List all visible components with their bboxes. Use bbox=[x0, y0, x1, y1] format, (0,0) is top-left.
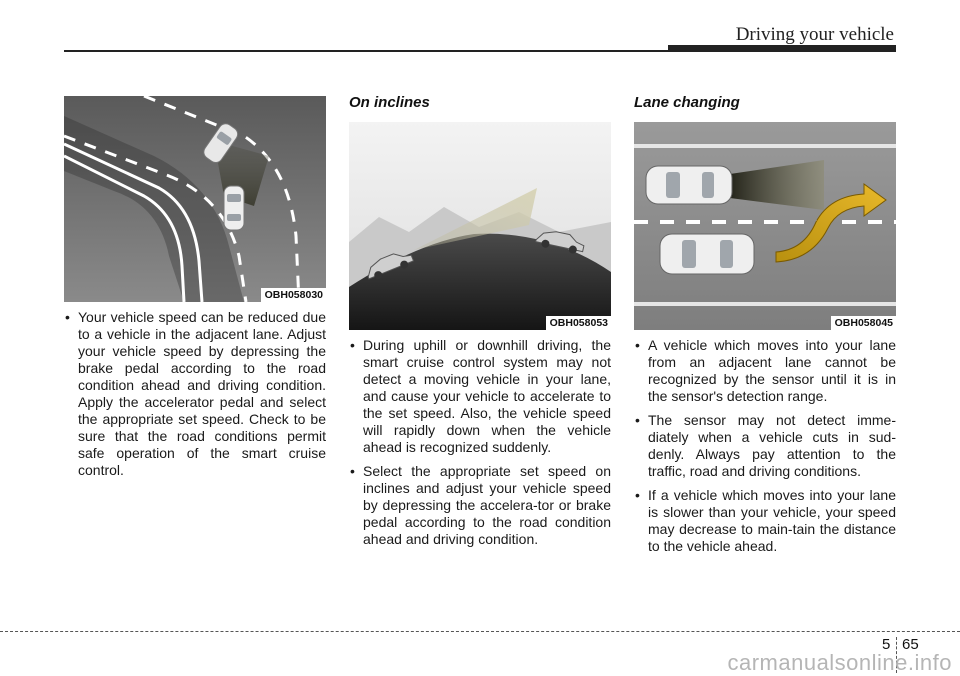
own-car-icon bbox=[646, 166, 732, 204]
figure-code: OBH058053 bbox=[546, 316, 611, 330]
figure-curved-road bbox=[64, 96, 326, 302]
incline-illustration bbox=[349, 122, 611, 330]
bullet-item: • If a vehicle which moves into your lane is slower than your vehicle, your speed may decrease to main-tain the distance to the vehicle ahead. bbox=[634, 487, 896, 555]
curved-road-illustration bbox=[64, 96, 326, 302]
page-number: 65 bbox=[902, 636, 919, 653]
cutting-in-car-icon bbox=[660, 234, 754, 274]
figure-code: OBH058045 bbox=[831, 316, 896, 330]
watermark[interactable]: carmanualsonline.info bbox=[727, 650, 952, 675]
section-title-inclines: On inclines bbox=[349, 94, 430, 111]
column3-bullets bbox=[634, 337, 896, 562]
chapter-number: 5 bbox=[882, 636, 891, 653]
footer-rule bbox=[0, 631, 960, 632]
bullet-item: • Your vehicle speed can be reduced due to a vehicle in the adjacent lane. Adjust your vehicle speed by depressing the brake pedal according to the road condition ahead and driving condition. Apply the accelerator pedal and select the appropriate set speed. Check to be sure that the road conditions permit safe operation of the smart cruise control. bbox=[64, 309, 326, 479]
header-rule-thick bbox=[668, 45, 896, 52]
bullet-item: • The sensor may not detect imme-diately when a vehicle cuts in sud-denly. Always pay attention to the traffic, road and driving conditions. bbox=[634, 412, 896, 480]
bullet-item: • Select the appropriate set speed on inclines and adjust your vehicle speed by depressing the accelera-tor or brake pedal according to the road condition ahead and driving condition. bbox=[349, 463, 611, 548]
header-title: Driving your vehicle bbox=[735, 24, 894, 45]
column2-bullets bbox=[349, 337, 611, 555]
figure-incline bbox=[349, 122, 611, 330]
figure-code: OBH058030 bbox=[261, 288, 326, 302]
bullet-item: • A vehicle which moves into your lane from an adjacent lane cannot be recognized by the sensor until it is in the sensor's detection range. bbox=[634, 337, 896, 405]
figure-lane-change bbox=[634, 122, 896, 330]
lane-change-illustration bbox=[634, 122, 896, 330]
column1-bullets bbox=[64, 309, 326, 486]
section-title-lane-changing: Lane changing bbox=[634, 94, 740, 111]
own-car-icon bbox=[224, 186, 244, 230]
header-rule-thin bbox=[64, 50, 670, 52]
bullet-item: • During uphill or downhill driving, the smart cruise control system may not detect a moving vehicle in your lane, and cause your vehicle to accelerate to the set speed. Also, the vehicle speed will rapidly down when the vehicle ahead is recognized suddenly. bbox=[349, 337, 611, 456]
